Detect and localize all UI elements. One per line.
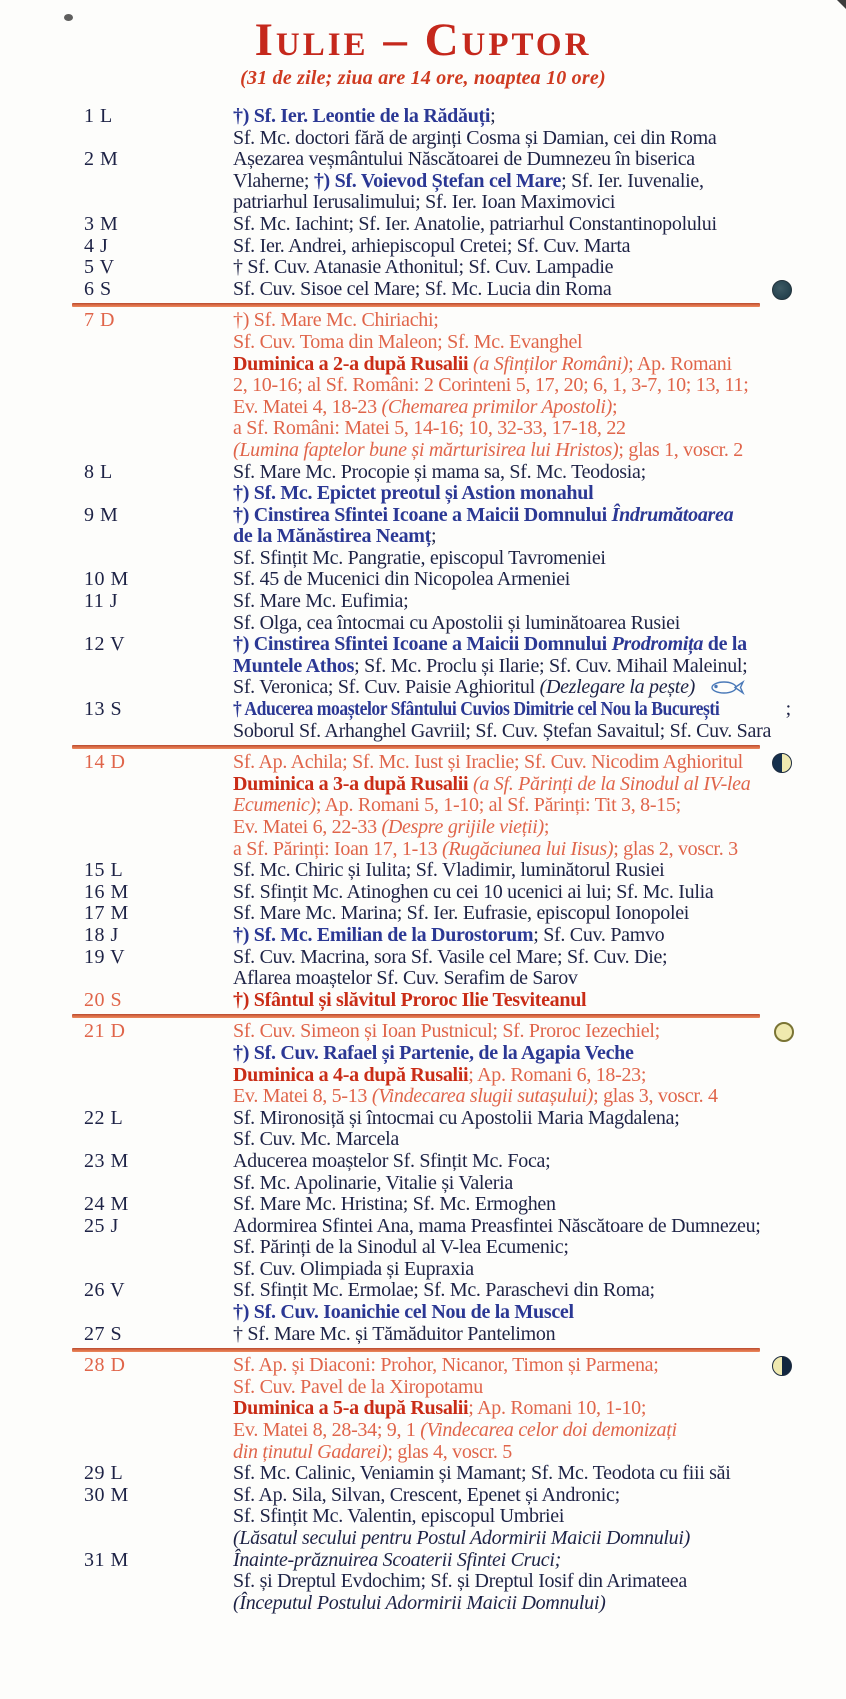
entry-line <box>233 677 784 699</box>
calendar-day-row <box>84 505 784 570</box>
day-entries <box>233 214 784 236</box>
entry-line <box>233 925 784 947</box>
entry-line <box>233 397 784 419</box>
day-entries <box>233 149 784 214</box>
entry-text: †) Sf. Mc. Epictet preotul și Astion monahul <box>233 482 594 505</box>
entry-line <box>233 310 784 332</box>
day-entries <box>233 591 784 634</box>
entry-line <box>233 548 784 570</box>
entry-text: ; Sf. Mc. Proclu și Ilarie; Sf. Cuv. Mihail Maleinul; <box>354 654 748 677</box>
entry-line <box>233 903 784 925</box>
entry-line <box>233 591 784 613</box>
entry-text: † Aducerea moaștelor Sfântului Cuvios Dimitrie cel Nou la București <box>233 698 720 721</box>
entry-line <box>233 257 784 279</box>
entry-line <box>233 332 784 354</box>
entry-text: Sf. Cuv. Mc. Marcela <box>233 1128 399 1151</box>
page-title: Iulie – Cuptor <box>254 14 592 66</box>
entry-text: †) Sf. Voievod Ștefan cel Mare <box>313 169 562 192</box>
entry-line <box>233 1280 784 1302</box>
day-label: 13 S <box>84 698 123 721</box>
entry-line <box>233 1216 784 1238</box>
day-label: 12 V <box>84 633 126 656</box>
entry-line <box>233 1420 784 1442</box>
entry-text: ; Ap. Romani <box>628 352 732 375</box>
entry-line <box>233 1377 784 1399</box>
entry-text: ; Sf. Ier. Iuvenalie, <box>561 169 704 192</box>
entry-text: Sf. Sfințit Mc. Ermolae; Sf. Mc. Paraschevi din Roma; <box>233 1279 655 1302</box>
entry-line <box>233 968 784 990</box>
calendar-day-row <box>84 591 784 634</box>
entry-text: Duminica a 2-a după Rusalii <box>233 352 473 375</box>
entry-line <box>233 149 784 171</box>
entry-text: Aducerea moaștelor Sf. Sfințit Mc. Foca; <box>233 1149 551 1172</box>
entry-text: 2, 10-16; al Sf. Români: 2 Corinteni 5, 17, 20; 6, 1, 3-7, 10; 13, 11; <box>233 374 749 397</box>
entry-text: Sf. Cuv. Pavel de la Xiropotamu <box>233 1375 483 1398</box>
entry-line <box>233 817 784 839</box>
day-label: 9 M <box>84 503 119 526</box>
entry-text: Îndrumătoarea <box>611 503 734 526</box>
entry-text: Adormirea Sfintei Ana, mama Preasfintei Născătoare de Dumnezeu; <box>233 1214 761 1237</box>
day-label: 20 S <box>84 988 123 1011</box>
entry-line <box>233 236 784 258</box>
entry-line <box>233 656 784 678</box>
new-moon-icon <box>772 280 792 300</box>
entry-text: Sf. Cuv. Simeon și Ioan Pustnicul; Sf. Proroc Iezechiel; <box>233 1020 660 1043</box>
day-entries <box>233 752 784 860</box>
day-label: 18 J <box>84 923 119 946</box>
day-label: 24 M <box>84 1193 129 1216</box>
day-entries <box>233 106 784 149</box>
entry-text: Înainte-prăznuirea Scoaterii Sfintei Cruci; <box>233 1548 561 1571</box>
entry-text: ; <box>543 816 550 838</box>
entry-line <box>233 752 784 774</box>
entry-text: ; <box>431 525 437 548</box>
day-label: 16 M <box>84 880 129 903</box>
day-entries <box>233 634 784 699</box>
calendar-day-row <box>84 1324 784 1346</box>
day-label: 27 S <box>84 1322 123 1345</box>
entry-line <box>233 1506 784 1528</box>
day-label: 4 J <box>84 234 109 257</box>
entry-text: Sf. Sfințit Mc. Atinoghen cu cei 10 ucenici ai lui; Sf. Mc. Iulia <box>233 880 714 903</box>
calendar-day-row <box>84 1485 784 1550</box>
entry-line <box>233 1173 784 1195</box>
day-entries <box>233 1463 784 1485</box>
entry-text: †) Cinstirea Sfintei Icoane a Maicii Domnului <box>233 503 612 526</box>
calendar-day-row <box>84 925 784 947</box>
page-subtitle: (31 de zile; ziua are 14 ore, noaptea 10 ore) <box>240 67 606 90</box>
day-label: 5 V <box>84 256 115 279</box>
entry-text: Sf. Mironosiță și întocmai cu Apostolii Maria Magdalena; <box>233 1106 680 1129</box>
calendar-day-row <box>84 860 784 882</box>
day-entries <box>233 1324 784 1346</box>
entry-line <box>233 354 784 376</box>
entry-text: (Despre grijile vieții) <box>381 816 544 838</box>
entry-text: Sf. Cuv. Macrina, sora Sf. Vasile cel Mare; Sf. Cuv. Die; <box>233 945 668 968</box>
entry-text: †) Cinstirea Sfintei Icoane a Maicii Domnului <box>233 633 612 656</box>
entry-text: Sf. Ier. Andrei, arhiepiscopul Cretei; Sf. Cuv. Marta <box>233 234 631 257</box>
entry-text: Sf. Veronica; Sf. Cuv. Paisie Aghioritul <box>233 676 540 699</box>
entry-line <box>233 1043 784 1065</box>
entry-line <box>233 375 784 397</box>
calendar-day-row <box>84 1355 784 1463</box>
day-entries <box>233 1108 784 1151</box>
entry-line <box>233 171 784 193</box>
entry-text: Ev. Matei 8, 28-34; 9, 1 <box>233 1419 421 1442</box>
calendar-day-row <box>84 1550 784 1615</box>
entry-text: din ținutul Gadarei) <box>233 1440 388 1463</box>
entry-line <box>233 192 784 214</box>
calendar-day-row <box>84 106 784 149</box>
day-label: 30 M <box>84 1483 129 1506</box>
day-entries <box>233 257 784 279</box>
day-label: 8 L <box>84 460 113 483</box>
day-entries <box>233 236 784 258</box>
calendar-day-row <box>84 947 784 990</box>
day-label: 31 M <box>84 1548 129 1571</box>
entry-text: Sf. Sfințit Mc. Valentin, episcopul Umbriei <box>233 1505 565 1528</box>
entry-text: Duminica a 5-a după Rusalii <box>233 1397 469 1420</box>
entry-text: †) Sf. Mare Mc. Chiriachi; <box>233 309 439 332</box>
day-entries <box>233 903 784 925</box>
entry-line <box>233 1129 784 1151</box>
day-label: 21 D <box>84 1020 126 1043</box>
entry-text: Vlaherne; <box>233 169 314 192</box>
calendar-day-row <box>84 1108 784 1151</box>
entry-text: †) Sf. Ier. Leontie de la Rădăuți <box>233 105 491 127</box>
entry-line <box>233 1571 784 1593</box>
calendar-day-row <box>84 462 784 505</box>
calendar-day-row <box>84 257 784 279</box>
scan-artifact <box>837 0 846 9</box>
entry-text: ; Ap. Romani 10, 1-10; <box>468 1397 647 1420</box>
entry-text: ; Sf. Cuv. Pamvo <box>533 923 665 946</box>
entry-text: a Sf. Părinți: Ioan 17, 1-13 <box>233 837 443 860</box>
entry-text: (Rugăciunea lui Iisus) <box>442 837 614 860</box>
entry-text: † Sf. Cuv. Atanasie Athonitul; Sf. Cuv. Lampadie <box>233 256 614 279</box>
entry-text: Așezarea veșmântului Născătoarei de Dumnezeu în biserica <box>233 148 695 171</box>
calendar-day-row <box>84 882 784 904</box>
day-label: 15 L <box>84 859 124 882</box>
entry-line <box>233 1485 784 1507</box>
entry-text: (Începutul Postului Adormirii Maicii Domnului) <box>233 1591 606 1614</box>
day-label: 1 L <box>84 105 113 127</box>
calendar-day-row <box>84 279 784 301</box>
day-label: 11 J <box>84 590 119 613</box>
entry-line <box>233 569 784 591</box>
entry-line <box>233 128 784 150</box>
day-entries <box>233 925 784 947</box>
entry-text: Sf. Ap. Achila; Sf. Mc. Iust și Iraclie; Sf. Cuv. Nicodim Aghioritul <box>233 751 743 774</box>
day-label: 28 D <box>84 1354 126 1377</box>
scan-artifact <box>64 14 73 21</box>
entry-text: Sf. și Dreptul Evdochim; Sf. și Dreptul Iosif din Arimateea <box>233 1570 687 1593</box>
day-entries <box>233 1280 784 1323</box>
last-quarter-moon-icon <box>772 1356 792 1376</box>
calendar-day-row <box>84 569 784 591</box>
sunday-divider-line <box>72 745 760 749</box>
entry-text: Sf. Mc. Iachint; Sf. Ier. Anatolie, patriarhul Constantinopolului <box>233 212 717 235</box>
entry-text: patriarhul Ierusalimului; Sf. Ier. Ioan Maximovici <box>233 191 616 214</box>
entry-line <box>233 1550 784 1572</box>
entry-text: (Lumina faptelor bune și mărturisirea lui Hristos) <box>233 438 619 461</box>
calendar-day-row <box>84 634 784 699</box>
entry-text: ; Ap. Romani 5, 1-10; al Sf. Părinți: Tit 3, 8-15; <box>315 794 681 817</box>
calendar-day-row <box>84 1280 784 1323</box>
day-label: 7 D <box>84 309 115 332</box>
entry-text: † Sf. Mare Mc. și Tămăduitor Pantelimon <box>233 1322 556 1345</box>
day-entries <box>233 990 784 1012</box>
entry-text: a Sf. Români: Matei 5, 14-16; 10, 32-33, 17-18, 22 <box>233 417 626 440</box>
entry-line <box>233 1108 784 1130</box>
day-entries <box>233 1550 784 1615</box>
entry-text: Duminica a 3-a după Rusalii <box>233 772 473 795</box>
day-label: 25 J <box>84 1214 119 1237</box>
entry-text: Soborul Sf. Arhanghel Gavriil; Sf. Cuv. Ștefan Savaitul; Sf. Cuv. Sara <box>233 719 772 742</box>
day-entries <box>233 698 791 742</box>
day-label: 3 M <box>84 212 119 235</box>
entry-line <box>233 505 784 527</box>
day-entries <box>233 860 784 882</box>
entry-line <box>233 1398 784 1420</box>
entry-text: Sf. Mc. Apolinarie, Vitalie și Valeria <box>233 1171 513 1194</box>
entry-text: Sf. 45 de Mucenici din Nicopolea Armeniei <box>233 568 571 591</box>
entry-line <box>233 839 784 861</box>
entry-text: (a Sfinților Români) <box>473 352 629 375</box>
day-entries <box>233 1216 784 1281</box>
entry-line <box>233 526 784 548</box>
entry-text: Ecumenic) <box>233 794 316 817</box>
day-entries <box>233 1021 784 1107</box>
day-entries <box>233 947 784 990</box>
entry-text: ; glas 3, voscr. 4 <box>593 1085 718 1108</box>
day-entries <box>233 1485 784 1550</box>
entry-text: de la Mănăstirea Neamț <box>233 525 431 548</box>
entry-text: (Chemarea primilor Apostoli) <box>381 395 613 418</box>
entry-text: Sf. Mare Mc. Hristina; Sf. Mc. Ermoghen <box>233 1193 556 1216</box>
entry-line <box>233 1463 784 1485</box>
calendar-day-row <box>84 1151 784 1194</box>
entry-line <box>233 418 784 440</box>
entry-line <box>233 1355 784 1377</box>
entry-text: Ev. Matei 4, 18-23 <box>233 395 382 418</box>
entry-line <box>233 1194 784 1216</box>
entry-text: Sf. Mare Mc. Eufimia; <box>233 590 409 613</box>
entry-line <box>233 721 784 743</box>
day-entries <box>233 279 784 301</box>
entry-text: ; <box>612 395 618 418</box>
entry-line <box>233 860 784 882</box>
calendar-day-row <box>84 1194 784 1216</box>
calendar-day-row <box>84 752 784 860</box>
entry-text: Sf. Părinți de la Sinodul al V-lea Ecumenic; <box>233 1236 569 1259</box>
full-moon-icon <box>774 1022 794 1042</box>
entry-line <box>233 774 784 796</box>
entry-line <box>233 1086 784 1108</box>
entry-text: ; glas 2, voscr. 3 <box>613 837 738 860</box>
entry-line <box>233 462 784 484</box>
entry-text: Muntele Athos <box>233 654 355 677</box>
entry-text: †) Sf. Mc. Emilian de la Durostorum <box>233 923 534 946</box>
day-entries <box>233 505 784 570</box>
day-label: 6 S <box>84 277 112 300</box>
entry-text: Ev. Matei 8, 5-13 <box>233 1085 372 1108</box>
calendar-day-row <box>84 1216 784 1281</box>
calendar-day-row <box>84 214 784 236</box>
day-label: 14 D <box>84 751 126 774</box>
day-label: 23 M <box>84 1149 129 1172</box>
entry-line <box>233 698 791 721</box>
day-label: 26 V <box>84 1279 126 1302</box>
entry-text: Sf. Mc. doctori fără de arginți Cosma și Damian, cei din Roma <box>233 126 717 149</box>
day-entries <box>233 1355 784 1463</box>
day-entries <box>233 462 784 505</box>
calendar-day-row <box>84 903 784 925</box>
entry-text: Prodromița <box>611 633 704 656</box>
entry-line <box>233 990 784 1012</box>
entry-text: Sf. Mare Mc. Marina; Sf. Ier. Eufrasie, episcopul Ionopolei <box>233 902 690 925</box>
entry-line <box>233 1442 784 1464</box>
sunday-divider-line <box>72 1014 760 1018</box>
entry-line <box>233 634 784 656</box>
entry-text: Ev. Matei 6, 22-33 <box>233 816 382 838</box>
entry-text: ; glas 4, voscr. 5 <box>387 1440 512 1463</box>
entry-line <box>233 1021 784 1043</box>
entry-line <box>233 214 784 236</box>
entry-text: (Vindecarea slugii sutașului) <box>371 1085 594 1108</box>
entry-text: Aflarea moaștelor Sf. Cuv. Serafim de Sarov <box>233 967 578 990</box>
entry-line <box>233 1065 784 1087</box>
entry-text: †) Sf. Cuv. Rafael și Partenie, de la Agapia Veche <box>233 1041 634 1064</box>
entry-text: Sf. Sfințit Mc. Pangratie, episcopul Tavromeniei <box>233 546 606 569</box>
entry-text: (Dezlegare la pește) <box>539 676 696 699</box>
entry-text: de la <box>703 633 747 656</box>
entry-line <box>233 1324 784 1346</box>
day-label: 29 L <box>84 1462 124 1485</box>
calendar-day-row <box>84 698 791 742</box>
day-entries <box>233 569 784 591</box>
entry-text: Sf. Cuv. Toma din Maleon; Sf. Mc. Evanghel <box>233 330 583 353</box>
entry-line <box>233 1528 784 1550</box>
entry-line <box>233 279 784 301</box>
fish-icon <box>709 680 745 695</box>
entry-line <box>233 613 784 635</box>
calendar-day-row <box>84 310 784 461</box>
day-label: 2 M <box>84 148 119 171</box>
entry-text: Sf. Cuv. Sisoe cel Mare; Sf. Mc. Lucia din Roma <box>233 277 612 300</box>
day-label: 19 V <box>84 945 126 968</box>
day-label: 22 L <box>84 1106 124 1129</box>
entry-text: Sf. Olga, cea întocmai cu Apostolii și luminătoarea Rusiei <box>233 611 680 634</box>
calendar-list <box>84 105 791 1614</box>
entry-text: Sf. Ap. și Diaconi: Prohor, Nicanor, Timon și Parmena; <box>233 1354 659 1377</box>
entry-text: Sf. Mare Mc. Procopie și mama sa, Sf. Mc. Teodosia; <box>233 460 646 483</box>
entry-text: (Lăsatul secului pentru Postul Adormirii Maicii Domnului) <box>233 1527 690 1549</box>
calendar-day-row <box>84 990 784 1012</box>
entry-line <box>233 1237 784 1259</box>
entry-line <box>233 1259 784 1281</box>
entry-text: (a Sf. Părinți de la Sinodul al IV-lea <box>473 772 751 795</box>
entry-line <box>233 1151 784 1173</box>
day-entries <box>233 1194 784 1216</box>
sunday-divider-line <box>72 1348 760 1352</box>
entry-text: ; glas 1, voscr. 2 <box>618 438 743 461</box>
entry-line <box>233 1593 784 1615</box>
entry-line <box>233 106 784 128</box>
page-header <box>0 0 846 90</box>
entry-line <box>233 882 784 904</box>
day-entries <box>233 310 784 461</box>
entry-text: Sf. Cuv. Olimpiada și Eupraxia <box>233 1257 474 1280</box>
entry-line <box>233 947 784 969</box>
entry-text: Sf. Mc. Chiric și Iulita; Sf. Vladimir, luminătorul Rusiei <box>233 859 665 882</box>
calendar-day-row <box>84 236 784 258</box>
calendar-day-row <box>84 149 784 214</box>
calendar-day-row <box>84 1021 784 1107</box>
calendar-day-row <box>84 1463 784 1485</box>
entry-text: (Vindecarea celor doi demonizați <box>420 1419 677 1442</box>
entry-line <box>233 1302 784 1324</box>
entry-text: †) Sf. Cuv. Ioanichie cel Nou de la Muscel <box>233 1301 574 1324</box>
entry-text: Sf. Ap. Sila, Silvan, Crescent, Epenet și Andronic; <box>233 1483 620 1506</box>
day-entries <box>233 882 784 904</box>
entry-line <box>233 795 784 817</box>
entry-line <box>233 440 784 462</box>
day-label: 17 M <box>84 902 129 925</box>
entry-text: ; Ap. Romani 6, 18-23; <box>468 1063 647 1086</box>
day-label: 10 M <box>84 568 129 591</box>
entry-line <box>233 483 784 505</box>
entry-text: ; <box>490 105 496 127</box>
entry-text: †) Sfântul și slăvitul Proroc Ilie Tesviteanul <box>233 988 587 1011</box>
first-quarter-moon-icon <box>772 753 792 773</box>
sunday-divider-line <box>72 303 760 307</box>
entry-text: Duminica a 4-a după Rusalii <box>233 1063 469 1086</box>
day-entries <box>233 1151 784 1194</box>
entry-text: Sf. Mc. Calinic, Veniamin și Mamant; Sf. Mc. Teodota cu fiii săi <box>233 1462 731 1485</box>
entry-text: ; <box>785 698 791 721</box>
